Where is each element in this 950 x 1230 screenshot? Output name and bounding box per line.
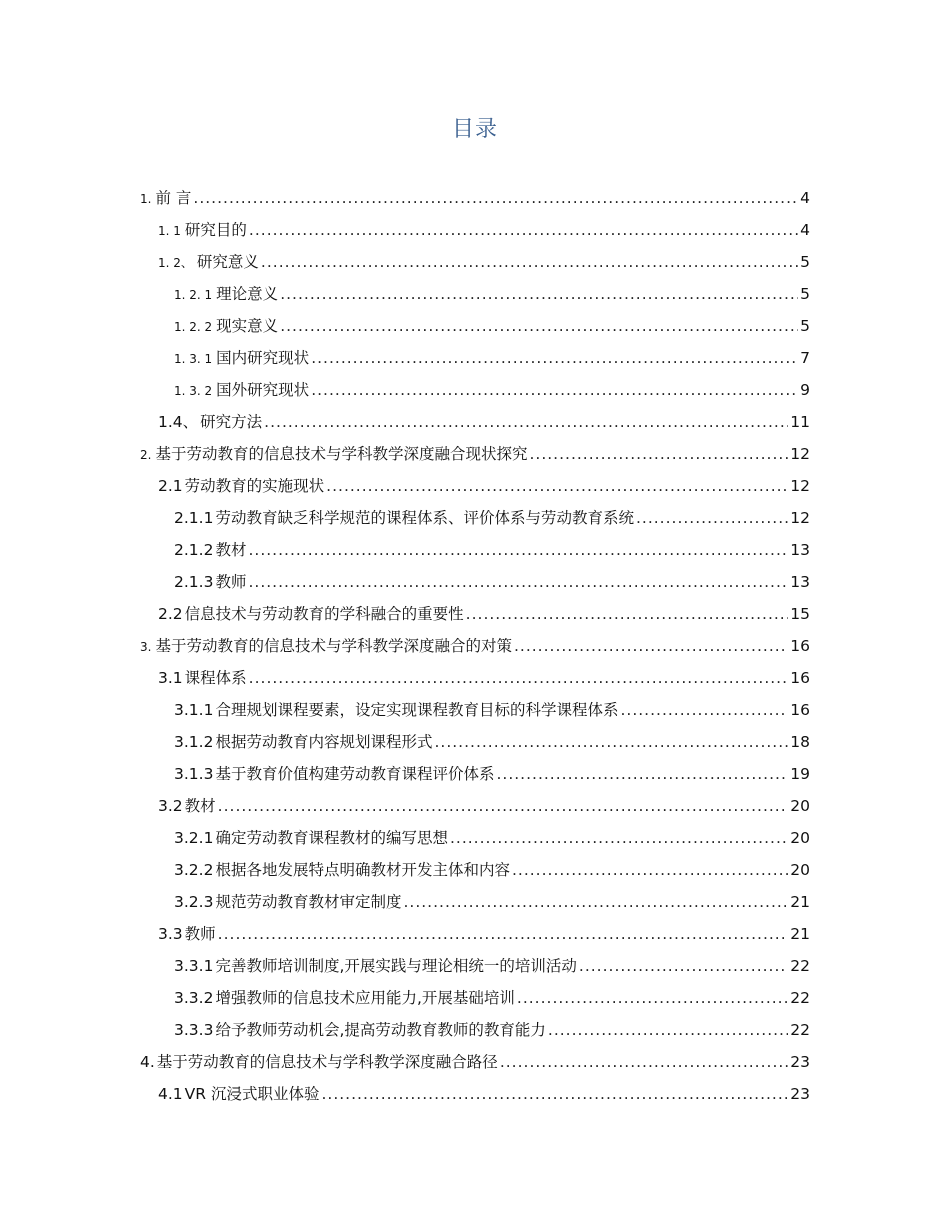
toc-entry-title: 教师	[184, 925, 216, 943]
toc-entry-number: 1.4、	[158, 413, 199, 431]
toc-entry-title: 基于劳动教育的信息技术与学科教学深度融合路径	[156, 1053, 498, 1071]
toc-entry-title: 增强教师的信息技术应用能力,开展基础培训	[215, 989, 515, 1007]
toc-entry-title: 基于劳动教育的信息技术与学科教学深度融合现状探究	[155, 445, 528, 463]
toc-entry-number: 1.	[140, 192, 152, 206]
toc-entry-title: 合理规划课程要素，设定实现课程教育目标的科学课程体系	[215, 701, 619, 719]
toc-entry[interactable]	[140, 730, 810, 762]
toc-entry-page: 11	[790, 413, 810, 431]
toc-dot-leader	[249, 221, 798, 239]
toc-entry[interactable]	[140, 506, 810, 538]
toc-entry-page: 5	[800, 285, 810, 303]
toc-entry-number: 3.3.1	[174, 957, 214, 975]
toc-entry-title: 研究意义	[196, 253, 259, 271]
toc-entry-page: 23	[790, 1053, 810, 1071]
toc-entry-title: 完善教师培训制度,开展实践与理论相统一的培训活动	[215, 957, 577, 975]
toc-entry-number: 1. 2. 2	[174, 320, 213, 334]
toc-entry-page: 4	[800, 221, 810, 239]
toc-entry-page: 20	[790, 861, 810, 879]
toc-entry[interactable]	[140, 186, 810, 218]
toc-entry-title: 现实意义	[216, 317, 279, 335]
toc-entry[interactable]	[140, 474, 810, 506]
toc-entry-number: 3.1.3	[174, 765, 214, 783]
toc-entry-number: 3.2	[158, 797, 183, 815]
toc-entry-page: 7	[800, 349, 810, 367]
toc-entry-title: 研究方法	[200, 413, 263, 431]
toc-dot-leader	[450, 829, 788, 847]
toc-dot-leader	[261, 253, 798, 271]
toc-entry-title: 根据各地发展特点明确教材开发主体和内容	[215, 861, 510, 879]
toc-entry[interactable]	[140, 378, 810, 410]
toc-dot-leader	[218, 925, 789, 943]
toc-entry[interactable]	[140, 826, 810, 858]
toc-entry[interactable]	[140, 410, 810, 442]
toc-entry[interactable]	[140, 314, 810, 346]
toc-dot-leader	[249, 669, 789, 687]
toc-entry-page: 13	[790, 573, 810, 591]
toc-entry-number: 3.2.3	[174, 893, 214, 911]
toc-entry-page: 16	[790, 701, 810, 719]
toc-dot-leader	[579, 957, 788, 975]
toc-dot-leader	[529, 445, 788, 463]
toc-entry-title: 教材	[184, 797, 216, 815]
toc-entry[interactable]	[140, 1018, 810, 1050]
toc-entry-title: 课程体系	[184, 669, 247, 687]
toc-entry-number: 4.1	[158, 1085, 183, 1103]
toc-entry[interactable]	[140, 218, 810, 250]
toc-entry-page: 21	[790, 925, 810, 943]
toc-dot-leader	[321, 1085, 788, 1103]
toc-dot-leader	[280, 317, 798, 335]
toc-dot-leader	[434, 733, 788, 751]
toc-entry-page: 15	[790, 605, 810, 623]
toc-entry[interactable]	[140, 794, 810, 826]
toc-entry-page: 22	[790, 957, 810, 975]
toc-entry[interactable]	[140, 442, 810, 474]
toc-entry-page: 13	[790, 541, 810, 559]
toc-entry[interactable]	[140, 282, 810, 314]
toc-entry-title: 劳动教育的实施现状	[184, 477, 325, 495]
toc-dot-leader	[248, 541, 788, 559]
toc-dot-leader	[517, 989, 788, 1007]
toc-entry-number: 3.3.2	[174, 989, 214, 1007]
toc-entry-number: 2.1.3	[174, 573, 214, 591]
toc-entry-page: 5	[800, 253, 810, 271]
toc-entry-title: 基于劳动教育的信息技术与学科教学深度融合的对策	[155, 637, 512, 655]
toc-entry[interactable]	[140, 762, 810, 794]
toc-dot-leader	[311, 381, 798, 399]
table-of-contents	[140, 186, 810, 1114]
toc-dot-leader	[280, 285, 798, 303]
toc-dot-leader	[500, 1053, 788, 1071]
toc-entry[interactable]	[140, 570, 810, 602]
toc-entry-title: 信息技术与劳动教育的学科融合的重要性	[184, 605, 464, 623]
toc-entry-page: 22	[790, 989, 810, 1007]
toc-entry-title: 确定劳动教育课程教材的编写思想	[215, 829, 448, 847]
toc-entry-page: 5	[800, 317, 810, 335]
toc-entry[interactable]	[140, 922, 810, 954]
toc-entry-page: 4	[800, 189, 810, 207]
toc-entry-page: 22	[790, 1021, 810, 1039]
toc-entry[interactable]	[140, 538, 810, 570]
toc-dot-leader	[496, 765, 788, 783]
toc-title: 目录	[451, 117, 498, 142]
toc-entry-page: 21	[790, 893, 810, 911]
toc-entry[interactable]	[140, 250, 810, 282]
toc-entry[interactable]	[140, 666, 810, 698]
toc-dot-leader	[636, 509, 788, 527]
toc-entry-title: 给予教师劳动机会,提高劳动教育教师的教育能力	[215, 1021, 546, 1039]
toc-entry-number: 1. 3. 1	[174, 352, 213, 366]
toc-dot-leader	[326, 477, 788, 495]
toc-entry-page: 12	[790, 445, 810, 463]
toc-dot-leader	[248, 573, 788, 591]
toc-dot-leader	[403, 893, 788, 911]
toc-entry-title: 国外研究现状	[216, 381, 310, 399]
toc-dot-leader	[311, 349, 798, 367]
toc-entry-title: 基于教育价值构建劳动教育课程评价体系	[215, 765, 495, 783]
toc-entry-page: 19	[790, 765, 810, 783]
toc-entry-number: 3.3	[158, 925, 183, 943]
toc-entry-number: 2.1.1	[174, 509, 214, 527]
toc-entry-number: 3.2.1	[174, 829, 214, 847]
toc-entry[interactable]	[140, 890, 810, 922]
toc-entry-number: 3.	[140, 640, 152, 654]
toc-dot-leader	[218, 797, 789, 815]
toc-entry[interactable]	[140, 858, 810, 890]
toc-entry[interactable]	[140, 1050, 810, 1082]
toc-entry-page: 16	[790, 637, 810, 655]
toc-entry-title: 根据劳动教育内容规划课程形式	[215, 733, 433, 751]
toc-entry-title: 研究目的	[184, 221, 247, 239]
toc-entry-number: 3.1	[158, 669, 183, 687]
toc-entry-number: 1. 1	[158, 224, 181, 238]
toc-entry-title: 理论意义	[216, 285, 279, 303]
toc-entry-number: 3.1.1	[174, 701, 214, 719]
toc-entry-page: 20	[790, 797, 810, 815]
toc-entry-page: 12	[790, 509, 810, 527]
toc-entry[interactable]	[140, 346, 810, 378]
toc-entry-number: 2.2	[158, 605, 183, 623]
toc-entry[interactable]	[140, 954, 810, 986]
toc-entry-title: 前 言	[155, 189, 192, 207]
toc-entry[interactable]	[140, 986, 810, 1018]
toc-dot-leader	[466, 605, 789, 623]
toc-entry-number: 1. 2、	[158, 256, 193, 270]
toc-entry-title: 国内研究现状	[216, 349, 310, 367]
toc-entry-number: 3.2.2	[174, 861, 214, 879]
toc-entry-number: 4.	[140, 1053, 155, 1071]
toc-entry-number: 2.1.2	[174, 541, 214, 559]
toc-entry-page: 16	[790, 669, 810, 687]
toc-entry-page: 23	[790, 1085, 810, 1103]
toc-entry-title: VR 沉浸式职业体验	[184, 1085, 320, 1103]
toc-entry-number: 1. 3. 2	[174, 384, 213, 398]
toc-entry-number: 3.1.2	[174, 733, 214, 751]
toc-entry-title: 教材	[215, 541, 247, 559]
toc-entry-number: 3.3.3	[174, 1021, 214, 1039]
toc-dot-leader	[514, 637, 788, 655]
toc-entry[interactable]	[140, 698, 810, 730]
toc-entry[interactable]	[140, 634, 810, 666]
toc-entry-title: 教师	[215, 573, 247, 591]
toc-entry-number: 1. 2. 1	[174, 288, 213, 302]
toc-entry-page: 9	[800, 381, 810, 399]
toc-entry-page: 18	[790, 733, 810, 751]
toc-dot-leader	[512, 861, 788, 879]
toc-entry-page: 12	[790, 477, 810, 495]
toc-entry-number: 2.	[140, 448, 152, 462]
toc-entry-title: 规范劳动教育教材审定制度	[215, 893, 402, 911]
toc-dot-leader	[548, 1021, 788, 1039]
toc-dot-leader	[193, 189, 798, 207]
toc-entry-page: 20	[790, 829, 810, 847]
toc-dot-leader	[264, 413, 788, 431]
toc-entry[interactable]	[140, 602, 810, 634]
toc-entry[interactable]	[140, 1082, 810, 1114]
toc-dot-leader	[620, 701, 788, 719]
toc-entry-title: 劳动教育缺乏科学规范的课程体系、评价体系与劳动教育系统	[215, 509, 634, 527]
toc-entry-number: 2.1	[158, 477, 183, 495]
